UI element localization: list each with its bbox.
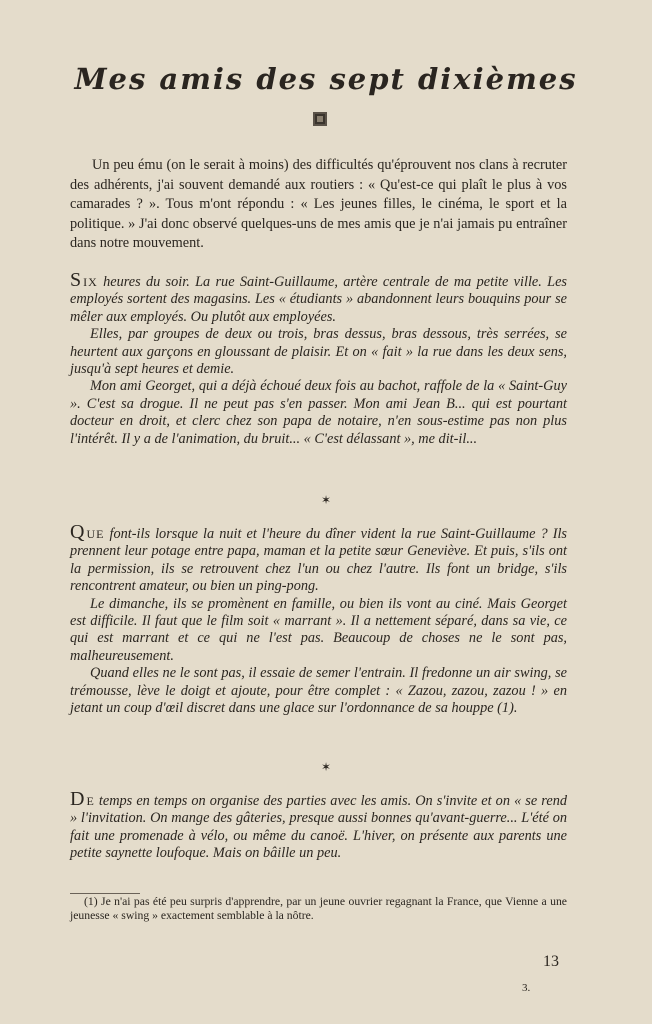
lead-word: E [86, 794, 95, 808]
page-title: Mes amis des sept dixièmes [74, 62, 578, 96]
dropcap: D [70, 788, 85, 810]
lead-word: UE [86, 527, 105, 541]
page-number: 13 [543, 953, 559, 970]
section-1-paragraph-3: Mon ami Georget, qui a déjà échoué deux fois au bachot, raffole de la « Saint-Guy ». C'est sa drogue. Il ne peut pas s'en passer. Mon ami Jean B... qui est pourtant docteur en droit, et clerc chez son papa de notaire, n'en sous-estime pas non plus l'intérêt. Il y a de l'animation, du bruit... « C'est délassant », me dit-il... [70, 378, 567, 447]
section-1-paragraph-1 [70, 269, 567, 326]
ornament-icon [313, 112, 327, 126]
paragraph-text: heures du soir. La rue Saint-Guillaume, artère centrale de ma petite ville. Les employés sortent des magasins. Les « étudiants » abandonnent leurs bouquins pour se mêler aux employés. Ou plutôt aux employées. [70, 274, 567, 325]
dropcap: Q [70, 521, 85, 543]
section-1 [70, 269, 567, 448]
section-2-paragraph-2: Le dimanche, ils se promènent en famille, ou bien ils vont au ciné. Mais Georget est difficile. Il faut que le film soit « marrant ». Il a nettement séparé, dans sa vie, ce qui est marrant et ce qui ne l'est pas. Beaucoup de choses ne le sont pas, malheureusement. [70, 595, 567, 664]
dropcap: S [70, 269, 82, 291]
separator-star-icon: ✶ [320, 493, 332, 507]
signature-mark: 3. [522, 982, 531, 994]
footnote-divider [70, 893, 140, 894]
intro-text: Un peu ému (on le serait à moins) des difficultés qu'éprouvent nos clans à recruter des adhérents, j'ai souvent demandé aux routiers : « Qu'est-ce qui plaît le plus à vos camarades ? ». Tous m'ont répondu : « Les jeunes filles, le cinéma, le sport et la politique. » J'ai donc observé quelques-uns de mes amis que je n'ai jamais pu entraîner dans notre mouvement. [70, 157, 567, 252]
paragraph-text: temps en temps on organise des parties avec les amis. On s'invite et on « se rend » l'invitation. On mange des gâteries, presque aussi bonnes qu'avant-guerre... L'été on fait une promenade à vélo, ou même du canoë. L'hiver, on présente aux parents une petite saynette loufoque. Mais on bâille un peu. [70, 793, 567, 862]
section-2-paragraph-3: Quand elles ne le sont pas, il essaie de semer l'entrain. Il fredonne un air swing, se trémousse, lève le doigt et ajoute, pour être complet : « Zazou, zazou, zazou ! » en jetant un coup d'œil discret dans une glace sur l'ordonnance de sa houppe (1). [70, 665, 567, 717]
footnote-text: (1) Je n'ai pas été peu surpris d'apprendre, par un jeune ouvrier regagnant la France, que Vienne a une jeunesse « swing » exactement semblable à la nôtre. [70, 895, 567, 922]
lead-word: IX [83, 275, 98, 289]
paragraph-text: font-ils lorsque la nuit et l'heure du dîner vident la rue Saint-Guillaume ? Ils prennent leur potage entre papa, maman et la petite sœur Geneviève. Et puis, s'ils ont la permission, ils se retrouvent chez l'un ou chez l'autre. Ils font un bridge, s'ils rencontrent amateur, ou bien un ping-pong. [70, 526, 567, 595]
section-2 [70, 521, 567, 717]
footnote [70, 895, 567, 923]
section-3 [70, 788, 567, 863]
separator-star-icon: ✶ [320, 760, 332, 774]
section-3-paragraph-1 [70, 788, 567, 863]
intro-paragraph [70, 156, 567, 254]
section-2-paragraph-1 [70, 521, 567, 596]
section-1-paragraph-2: Elles, par groupes de deux ou trois, bras dessus, bras dessous, très serrées, se heurtent aux garçons en gloussant de plaisir. Et on « fait » la rue dans les deux sens, jusqu'à sept heures et demie. [70, 326, 567, 378]
